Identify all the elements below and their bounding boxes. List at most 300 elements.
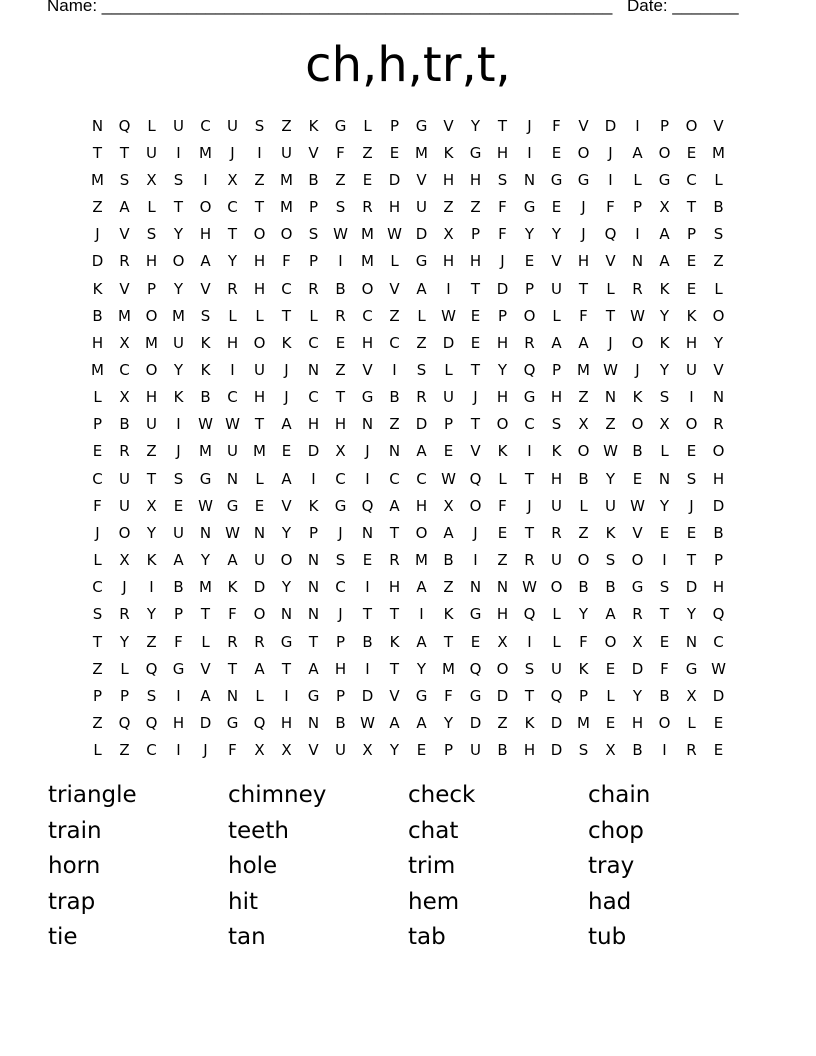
grid-letter: L	[417, 306, 426, 325]
grid-letter: Y	[551, 225, 562, 244]
grid-letter: E	[686, 143, 697, 162]
grid-letter: Q	[550, 686, 563, 705]
grid-letter: S	[416, 360, 427, 379]
grid-letter: P	[686, 225, 697, 244]
grid-letter: S	[92, 605, 103, 624]
grid-letter: N	[712, 388, 725, 407]
grid-letter: B	[443, 551, 454, 570]
grid-letter: D	[496, 279, 509, 298]
grid-letter: P	[92, 415, 103, 434]
grid-letter: L	[579, 496, 588, 515]
grid-letter: S	[659, 578, 670, 597]
grid-row	[84, 682, 732, 709]
grid-letter: K	[281, 333, 292, 352]
grid-letter: G	[199, 469, 212, 488]
grid-row	[84, 302, 732, 329]
grid-letter: T	[524, 686, 535, 705]
grid-letter: U	[227, 116, 238, 135]
grid-letter: E	[335, 333, 346, 352]
grid-letter: F	[228, 741, 237, 760]
grid-letter: K	[389, 632, 400, 651]
grid-letter: L	[714, 170, 723, 189]
grid-letter: Q	[523, 605, 536, 624]
grid-letter: C	[686, 170, 697, 189]
grid-letter: J	[527, 496, 532, 515]
grid-letter: Y	[146, 523, 157, 542]
grid-letter: Q	[604, 225, 617, 244]
grid-letter: B	[389, 388, 400, 407]
grid-letter: A	[173, 551, 184, 570]
grid-letter: X	[146, 170, 157, 189]
grid-letter: U	[173, 116, 184, 135]
grid-letter: L	[687, 714, 696, 733]
grid-row	[84, 492, 732, 519]
grid-letter: E	[686, 279, 697, 298]
grid-letter: T	[470, 279, 481, 298]
grid-letter: W	[387, 225, 402, 244]
grid-letter: R	[551, 523, 562, 542]
grid-letter: Z	[443, 198, 454, 217]
grid-letter: I	[527, 632, 532, 651]
grid-letter: T	[146, 469, 157, 488]
grid-letter: J	[95, 523, 100, 542]
grid-letter: M	[415, 551, 428, 570]
grid-letter: E	[605, 714, 616, 733]
grid-letter: L	[363, 116, 372, 135]
grid-letter: A	[551, 333, 562, 352]
grid-letter: S	[578, 741, 589, 760]
grid-letter: E	[470, 306, 481, 325]
grid-letter: T	[254, 415, 265, 434]
grid-letter: K	[308, 116, 319, 135]
grid-letter: Z	[92, 659, 103, 678]
grid-letter: M	[280, 198, 293, 217]
grid-letter: Z	[416, 333, 427, 352]
grid-letter: O	[550, 578, 563, 597]
grid-row	[84, 356, 732, 383]
grid-letter: V	[713, 360, 724, 379]
grid-letter: O	[361, 279, 374, 298]
grid-letter: D	[685, 578, 698, 597]
grid-letter: T	[578, 279, 589, 298]
grid-letter: V	[362, 360, 373, 379]
grid-letter: H	[550, 388, 563, 407]
grid-letter: Q	[118, 116, 131, 135]
grid-letter: X	[443, 225, 454, 244]
grid-letter: A	[308, 659, 319, 678]
grid-letter: A	[443, 523, 454, 542]
grid-letter: C	[524, 415, 535, 434]
grid-letter: N	[361, 523, 374, 542]
grid-letter: B	[632, 741, 643, 760]
grid-letter: X	[281, 741, 292, 760]
grid-letter: B	[173, 578, 184, 597]
grid-letter: H	[334, 415, 347, 434]
grid-letter: T	[173, 198, 184, 217]
grid-letter: G	[469, 143, 482, 162]
name-field-label: Name: ______________________________________________________	[47, 0, 613, 15]
grid-letter: M	[361, 252, 374, 271]
grid-letter: R	[713, 415, 724, 434]
grid-letter: V	[308, 143, 319, 162]
grid-letter: T	[497, 116, 508, 135]
grid-letter: G	[550, 170, 563, 189]
grid-letter: R	[119, 442, 130, 461]
grid-letter: I	[311, 469, 316, 488]
grid-letter: P	[92, 686, 103, 705]
grid-letter: L	[93, 551, 102, 570]
grid-letter: C	[389, 333, 400, 352]
grid-letter: J	[635, 360, 640, 379]
grid-letter: K	[578, 659, 589, 678]
grid-letter: Z	[470, 198, 481, 217]
grid-letter: O	[280, 551, 293, 570]
grid-letter: T	[227, 225, 238, 244]
grid-letter: R	[632, 605, 643, 624]
grid-letter: H	[145, 388, 158, 407]
grid-letter: U	[254, 360, 265, 379]
grid-letter: M	[118, 306, 131, 325]
grid-letter: O	[469, 496, 482, 515]
grid-letter: J	[473, 523, 478, 542]
grid-letter: I	[689, 388, 694, 407]
grid-letter: X	[578, 415, 589, 434]
word-list-item: tie	[48, 924, 78, 950]
grid-letter: T	[92, 143, 103, 162]
word-list-item: tub	[588, 924, 627, 950]
grid-letter: S	[524, 659, 535, 678]
grid-letter: A	[389, 496, 400, 515]
word-list	[48, 778, 768, 956]
grid-letter: A	[254, 659, 265, 678]
grid-row	[84, 166, 732, 193]
grid-letter: T	[119, 143, 130, 162]
grid-letter: T	[524, 523, 535, 542]
grid-letter: L	[498, 469, 507, 488]
grid-letter: L	[120, 659, 129, 678]
grid-letter: A	[416, 632, 427, 651]
grid-letter: T	[308, 632, 319, 651]
grid-letter: R	[524, 333, 535, 352]
grid-row	[84, 248, 732, 275]
grid-letter: T	[362, 605, 373, 624]
grid-letter: S	[713, 225, 724, 244]
grid-letter: D	[604, 116, 617, 135]
grid-letter: W	[225, 415, 240, 434]
grid-letter: M	[577, 714, 590, 733]
grid-letter: L	[201, 632, 210, 651]
grid-letter: B	[605, 578, 616, 597]
word-list-item: hem	[408, 888, 460, 915]
word-list-item: horn	[48, 853, 101, 879]
grid-letter: U	[416, 198, 427, 217]
grid-letter: G	[415, 116, 428, 135]
grid-letter: X	[497, 632, 508, 651]
grid-row	[84, 221, 732, 248]
grid-letter: T	[686, 551, 697, 570]
grid-letter: R	[416, 388, 427, 407]
grid-letter: T	[524, 469, 535, 488]
grid-letter: I	[230, 360, 235, 379]
grid-row	[84, 411, 732, 438]
grid-letter: G	[469, 605, 482, 624]
grid-letter: G	[334, 496, 347, 515]
word-list-item: tray	[588, 853, 635, 879]
grid-letter: I	[176, 686, 181, 705]
grid-letter: U	[281, 143, 292, 162]
grid-letter: J	[230, 143, 235, 162]
grid-letter: U	[551, 659, 562, 678]
word-list-item: trap	[48, 888, 96, 915]
grid-letter: N	[307, 360, 320, 379]
grid-letter: E	[605, 659, 616, 678]
grid-letter: E	[281, 442, 292, 461]
grid-letter: P	[578, 686, 589, 705]
grid-letter: F	[498, 198, 507, 217]
grid-letter: P	[173, 605, 184, 624]
grid-letter: K	[146, 551, 157, 570]
grid-letter: L	[93, 388, 102, 407]
word-list-item: chat	[408, 817, 459, 844]
grid-letter: M	[361, 225, 374, 244]
grid-letter: V	[389, 686, 400, 705]
grid-letter: C	[119, 360, 130, 379]
grid-letter: H	[253, 388, 266, 407]
grid-letter: X	[605, 741, 616, 760]
grid-letter: G	[307, 686, 320, 705]
grid-letter: L	[660, 442, 669, 461]
grid-letter: U	[146, 415, 157, 434]
grid-letter: A	[416, 578, 427, 597]
grid-letter: V	[632, 523, 643, 542]
grid-letter: H	[712, 578, 725, 597]
grid-letter: N	[388, 442, 401, 461]
grid-letter: S	[335, 551, 346, 570]
grid-letter: B	[713, 523, 724, 542]
grid-letter: D	[631, 659, 644, 678]
grid-letter: O	[631, 415, 644, 434]
grid-letter: I	[284, 686, 289, 705]
grid-letter: U	[551, 496, 562, 515]
grid-letter: W	[333, 225, 348, 244]
grid-letter: B	[308, 170, 319, 189]
word-list-item: chop	[588, 817, 644, 844]
grid-letter: I	[203, 170, 208, 189]
grid-letter: P	[659, 116, 670, 135]
word-list-item: hole	[228, 853, 278, 879]
grid-letter: J	[284, 360, 289, 379]
grid-letter: N	[361, 415, 374, 434]
grid-letter: A	[119, 198, 130, 217]
grid-letter: L	[552, 632, 561, 651]
word-list-item: train	[48, 817, 102, 844]
grid-letter: Y	[281, 523, 292, 542]
grid-letter: P	[146, 279, 157, 298]
grid-row	[84, 628, 732, 655]
grid-letter: T	[281, 659, 292, 678]
grid-letter: B	[362, 632, 373, 651]
grid-letter: Y	[227, 252, 238, 271]
grid-letter: P	[308, 198, 319, 217]
grid-letter: U	[173, 523, 184, 542]
grid-letter: C	[92, 469, 103, 488]
grid-letter: H	[253, 279, 266, 298]
grid-letter: Z	[713, 252, 724, 271]
grid-letter: H	[496, 388, 509, 407]
grid-letter: P	[443, 415, 454, 434]
grid-letter: W	[603, 442, 618, 461]
grid-letter: L	[147, 116, 156, 135]
grid-letter: L	[552, 306, 561, 325]
grid-letter: O	[712, 442, 725, 461]
grid-letter: O	[577, 551, 590, 570]
grid-letter: E	[389, 143, 400, 162]
grid-letter: E	[713, 741, 724, 760]
grid-letter: T	[335, 388, 346, 407]
grid-letter: W	[603, 360, 618, 379]
grid-letter: R	[308, 279, 319, 298]
grid-letter: Q	[712, 605, 725, 624]
grid-letter: N	[523, 170, 536, 189]
grid-letter: U	[119, 496, 130, 515]
word-search-grid	[84, 112, 732, 764]
grid-letter: H	[172, 714, 185, 733]
grid-letter: M	[145, 333, 158, 352]
grid-letter: J	[500, 252, 505, 271]
grid-letter: O	[604, 632, 617, 651]
grid-letter: Y	[389, 741, 400, 760]
grid-letter: Y	[146, 605, 157, 624]
grid-letter: F	[579, 632, 588, 651]
grid-letter: D	[712, 686, 725, 705]
grid-letter: C	[281, 279, 292, 298]
grid-letter: N	[631, 252, 644, 271]
grid-letter: P	[443, 741, 454, 760]
grid-letter: F	[444, 686, 453, 705]
grid-letter: X	[335, 442, 346, 461]
grid-letter: E	[443, 442, 454, 461]
grid-letter: K	[659, 279, 670, 298]
grid-letter: Z	[335, 360, 346, 379]
grid-letter: D	[361, 686, 374, 705]
grid-letter: S	[173, 170, 184, 189]
grid-letter: C	[335, 469, 346, 488]
grid-letter: Y	[578, 605, 589, 624]
grid-letter: T	[389, 659, 400, 678]
grid-letter: D	[712, 496, 725, 515]
grid-letter: C	[92, 578, 103, 597]
grid-letter: E	[92, 442, 103, 461]
grid-letter: Y	[173, 279, 184, 298]
grid-letter: D	[550, 741, 563, 760]
grid-letter: Y	[416, 659, 427, 678]
grid-letter: F	[174, 632, 183, 651]
grid-letter: A	[281, 415, 292, 434]
grid-letter: N	[685, 632, 698, 651]
grid-letter: T	[254, 198, 265, 217]
grid-letter: U	[227, 442, 238, 461]
grid-letter: Y	[632, 686, 643, 705]
grid-letter: E	[551, 143, 562, 162]
grid-letter: T	[389, 523, 400, 542]
grid-letter: K	[443, 143, 454, 162]
grid-letter: O	[118, 523, 131, 542]
grid-letter: Q	[145, 659, 158, 678]
grid-letter: O	[145, 360, 158, 379]
grid-letter: H	[469, 252, 482, 271]
grid-letter: L	[390, 252, 399, 271]
word-list-item: check	[408, 782, 476, 808]
grid-letter: Q	[523, 360, 536, 379]
grid-letter: R	[254, 632, 265, 651]
grid-letter: A	[605, 605, 616, 624]
grid-letter: V	[551, 252, 562, 271]
grid-letter: H	[388, 198, 401, 217]
grid-letter: O	[631, 551, 644, 570]
grid-letter: J	[338, 523, 343, 542]
grid-letter: M	[253, 442, 266, 461]
grid-letter: O	[685, 415, 698, 434]
grid-letter: P	[335, 686, 346, 705]
grid-letter: D	[388, 170, 401, 189]
grid-letter: O	[712, 306, 725, 325]
grid-letter: I	[365, 469, 370, 488]
grid-letter: N	[253, 523, 266, 542]
grid-letter: E	[686, 252, 697, 271]
grid-letter: F	[498, 225, 507, 244]
grid-letter: G	[631, 578, 644, 597]
word-list-item: triangle	[48, 782, 137, 808]
word-list-item: had	[588, 888, 632, 915]
grid-letter: Y	[497, 360, 508, 379]
grid-letter: Y	[686, 605, 697, 624]
grid-letter: N	[469, 578, 482, 597]
grid-letter: E	[470, 333, 481, 352]
grid-letter: Y	[524, 225, 535, 244]
grid-letter: S	[497, 170, 508, 189]
grid-letter: R	[632, 279, 643, 298]
grid-letter: F	[579, 306, 588, 325]
grid-letter: K	[308, 496, 319, 515]
grid-row	[84, 465, 732, 492]
grid-row	[84, 601, 732, 628]
grid-letter: Z	[92, 198, 103, 217]
grid-letter: I	[635, 116, 640, 135]
grid-letter: C	[713, 632, 724, 651]
grid-letter: V	[416, 170, 427, 189]
grid-letter: Q	[469, 659, 482, 678]
grid-letter: G	[415, 686, 428, 705]
word-list-item: hit	[228, 888, 258, 915]
grid-letter: F	[552, 116, 561, 135]
grid-letter: Y	[173, 225, 184, 244]
grid-letter: K	[551, 442, 562, 461]
grid-row	[84, 709, 732, 736]
grid-letter: X	[443, 496, 454, 515]
grid-letter: R	[227, 632, 238, 651]
word-list-item: tan	[228, 924, 266, 950]
grid-letter: K	[659, 333, 670, 352]
grid-letter: H	[253, 252, 266, 271]
grid-letter: O	[631, 333, 644, 352]
grid-letter: X	[659, 198, 670, 217]
grid-letter: Y	[659, 360, 670, 379]
grid-letter: G	[523, 388, 536, 407]
grid-letter: Z	[578, 388, 589, 407]
grid-letter: A	[200, 252, 211, 271]
grid-letter: S	[551, 415, 562, 434]
word-list-item: tab	[408, 924, 446, 950]
